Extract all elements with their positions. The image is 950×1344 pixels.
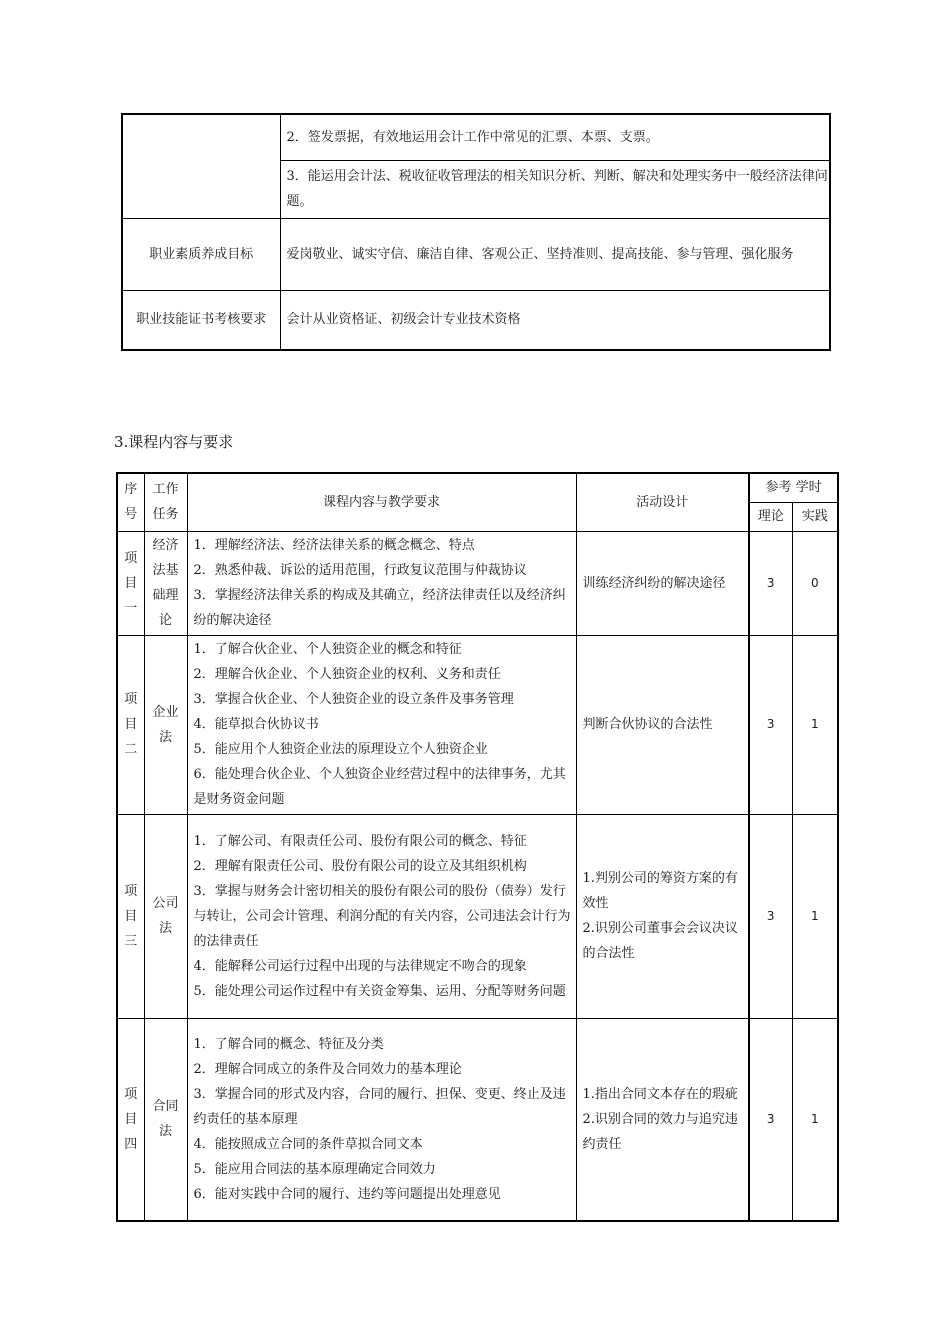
content-item: 5．能应用个人独资企业法的原理设立个人独资企业	[193, 742, 488, 757]
row-seq: 项目三	[117, 814, 144, 1018]
content-item: 4．能按照成立合同的条件草拟合同文本	[193, 1136, 423, 1152]
table-row	[122, 114, 830, 160]
content-item: 2．理解合伙企业、个人独资企业的权利、义务和责任	[193, 667, 501, 682]
content-item: 3．掌握合伙企业、个人独资企业的设立条件及事务管理	[193, 692, 514, 707]
row-seq: 项目一	[117, 531, 144, 635]
row-seq: 项目四	[117, 1018, 144, 1221]
content-item: 5．能应用合同法的基本原理确定合同效力	[193, 1161, 436, 1177]
table-row	[122, 290, 830, 350]
content-item: 3．掌握合同的形式及内容，合同的履行、担保、变更、终止及违约责任的基本原理	[193, 1086, 566, 1127]
row-task: 经济法基础理论	[144, 531, 187, 635]
goal-item: 3．能运用会计法、税收征收管理法的相关知识分析、判断、解决和处理实务中一般经济法律问题。	[280, 160, 830, 218]
header-hours: 参考 学时	[749, 473, 838, 502]
activity-item: 1.判别公司的筹资方案的有效性	[582, 871, 738, 911]
quality-goal-text: 爱岗敬业、诚实守信、廉洁自律、客观公正、坚持准则、提高技能、参与管理、强化服务	[280, 218, 830, 290]
content-item: 2．熟悉仲裁、诉讼的适用范围，行政复议范围与仲裁协议	[193, 563, 527, 578]
row-activity	[576, 1018, 749, 1221]
table-row	[117, 1018, 838, 1221]
goal-item: 2．签发票据，有效地运用会计工作中常见的汇票、本票、支票。	[280, 114, 830, 160]
row-practice-hours: 0	[792, 531, 838, 635]
row-theory-hours: 3	[749, 814, 792, 1018]
table-row	[117, 635, 838, 814]
row-practice-hours: 1	[792, 814, 838, 1018]
table-row	[122, 218, 830, 290]
content-item: 4．能解释公司运行过程中出现的与法律规定不吻合的现象	[193, 958, 527, 974]
course-content-table	[116, 472, 839, 1222]
content-item: 5．能处理公司运作过程中有关资金筹集、运用、分配等财务问题	[193, 983, 566, 999]
header-practice: 实践	[792, 502, 838, 531]
header-activity: 活动设计	[576, 473, 749, 531]
certificate-label: 职业技能证书考核要求	[122, 290, 280, 350]
activity-item: 2.识别合同的效力与追究违约责任	[582, 1111, 738, 1152]
section-heading: 3.课程内容与要求	[114, 433, 234, 451]
row-task: 企业法	[144, 635, 187, 814]
activity-item: 训练经济纠纷的解决途径	[582, 575, 726, 591]
empty-label-cell	[122, 114, 280, 218]
header-task: 工作任务	[144, 473, 187, 531]
content-item: 2．理解有限责任公司、股份有限公司的设立及其组织机构	[193, 858, 527, 874]
row-activity	[576, 814, 749, 1018]
header-row	[117, 473, 838, 502]
row-activity	[576, 531, 749, 635]
quality-goal-label: 职业素质养成目标	[122, 218, 280, 290]
content-item: 3．掌握与财务会计密切相关的股份有限公司的股份（债券）发行与转让，公司会计管理、利润分配的有关内容，公司违法会计行为的法律责任	[193, 883, 571, 949]
content-item: 1．了解合同的概念、特征及分类	[193, 1036, 384, 1052]
table-row	[117, 814, 838, 1018]
row-content	[187, 814, 576, 1018]
row-practice-hours: 1	[792, 1018, 838, 1221]
row-seq: 项目二	[117, 635, 144, 814]
row-content	[187, 531, 576, 635]
row-task: 公司法	[144, 814, 187, 1018]
row-content	[187, 635, 576, 814]
header-theory: 理论	[749, 502, 792, 531]
table-row	[117, 531, 838, 635]
certificate-text: 会计从业资格证、初级会计专业技术资格	[280, 290, 830, 350]
content-item: 4．能草拟合伙协议书	[193, 717, 319, 732]
content-item: 3．掌握经济法律关系的构成及其确立，经济法律责任以及经济纠纷的解决途径	[193, 588, 566, 628]
header-content: 课程内容与教学要求	[187, 473, 576, 531]
activity-item: 判断合伙协议的合法性	[582, 717, 713, 732]
row-activity	[576, 635, 749, 814]
content-item: 1．了解合伙企业、个人独资企业的概念和特征	[193, 642, 462, 657]
row-theory-hours: 3	[749, 635, 792, 814]
row-practice-hours: 1	[792, 635, 838, 814]
content-item: 2．理解合同成立的条件及合同效力的基本理论	[193, 1061, 462, 1077]
content-item: 6．能对实践中合同的履行、违约等问题提出处理意见	[193, 1186, 501, 1202]
row-theory-hours: 3	[749, 1018, 792, 1221]
content-item: 6．能处理合伙企业、个人独资企业经营过程中的法律事务，尤其是财务资金问题	[193, 767, 566, 807]
content-item: 1．理解经济法、经济法律关系的概念概念、特点	[193, 538, 475, 553]
header-seq: 序号	[117, 473, 144, 531]
activity-item: 1.指出合同文本存在的瑕疵	[582, 1086, 738, 1102]
row-content	[187, 1018, 576, 1221]
content-item: 1．了解公司、有限责任公司、股份有限公司的概念、特征	[193, 833, 527, 849]
row-task: 合同法	[144, 1018, 187, 1221]
activity-item: 2.识别公司董事会会议决议的合法性	[582, 921, 738, 961]
goals-table	[121, 113, 831, 351]
row-theory-hours: 3	[749, 531, 792, 635]
